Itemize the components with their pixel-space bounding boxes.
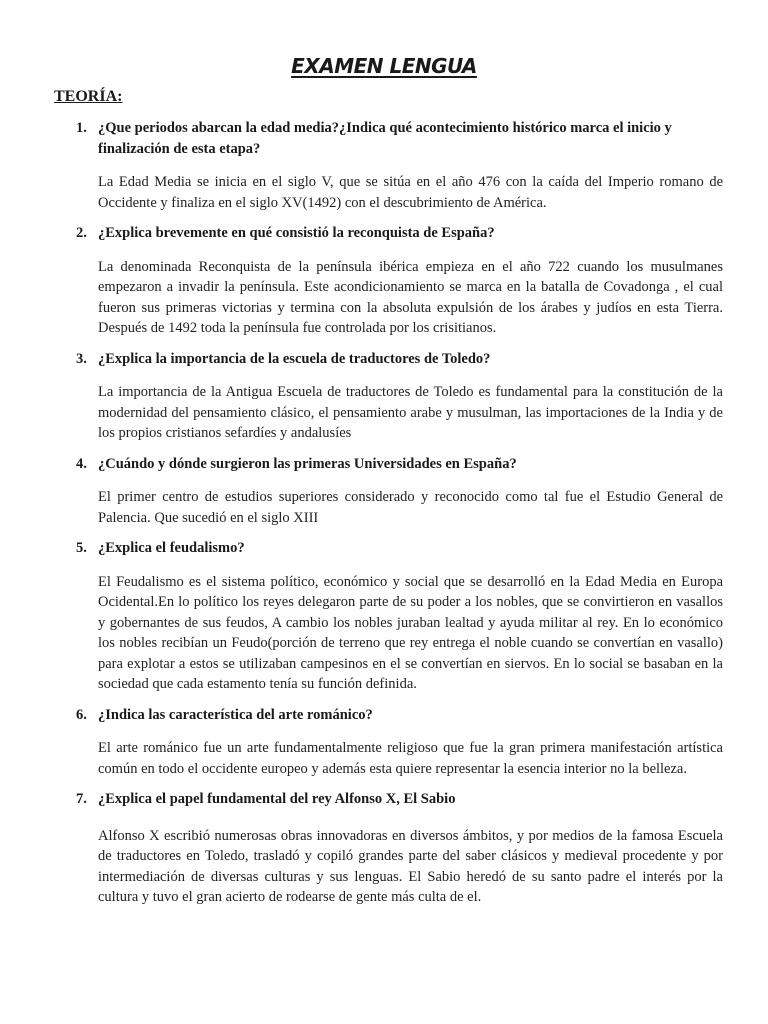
answer-text: Alfonso X escribió numerosas obras innovadoras en diversos ámbitos, y por medios de la famosa Escuela de traductores en Toledo, trasladó y copiló grandes parte del saber clásicos y medieval procedente y por intermediación de diversas culturas y sus lenguas. El Sabio heredó de su santo padre el interés por la cultura y tuvo el gran acierto de rodearse de gente más culta de el.: [98, 827, 723, 905]
answer-text: La Edad Media se inicia en el siglo V, que se sitúa en el año 476 con la caída del Imperio romano de Occidente y finaliza en el siglo XV(1492) con el descubrimiento de América.: [98, 174, 723, 211]
answer-text: El arte románico fue un arte fundamentalmente religioso que fue la gran primera manifestación artística común en todo el occidente europeo y además esta quiere representar la esencia interior no la belleza.: [98, 740, 723, 777]
question-text: ¿Explica la importancia de la escuela de traductores de Toledo?: [98, 350, 491, 367]
answer-text: La denominada Reconquista de la península ibérica empieza en el año 722 cuando los musulmanes empezaron a invadir la península. Este acondicionamiento se marca en la batalla de Covadonga , el cual fueron sus primeras victorias y termina con la absoluta expulsión de los árabes y judíos en esta Tierra. Después de 1492 toda la península fue controlada por los crisitianos.: [98, 258, 723, 336]
question-list: [0, 118, 768, 908]
question-number: 7.: [76, 791, 87, 807]
question-number: 6.: [76, 706, 87, 723]
question-number: 3.: [76, 350, 87, 367]
question-number: 1.: [76, 120, 87, 136]
answer-text: La importancia de la Antigua Escuela de traductores de Toledo es fundamental para la constitución de la modernidad del pensamiento clásico, el pensamiento arabe y musulman, las importaciones de la India y de los propios cristianos sefardíes y andalusíes: [98, 384, 723, 441]
question-text: ¿Explica el papel fundamental del rey Alfonso X, El Sabio: [98, 791, 456, 807]
question-item: [0, 349, 768, 444]
section-heading: TEORÍA:: [54, 88, 123, 105]
question-item: [0, 705, 768, 780]
question-item: [0, 454, 768, 529]
question-text: ¿Explica brevemente en qué consistió la reconquista de España?: [98, 225, 495, 241]
question-number: 4.: [76, 455, 87, 472]
question-item: [0, 538, 768, 695]
question-number: 5.: [76, 540, 87, 556]
page-title: EXAMEN LENGUA: [291, 54, 477, 78]
question-item: [0, 789, 768, 908]
question-text: ¿Explica el feudalismo?: [98, 540, 245, 556]
question-text: ¿Que periodos abarcan la edad media?¿Indica qué acontecimiento histórico marca el inicio y finalización de esta etapa?: [98, 120, 672, 157]
question-number: 2.: [76, 225, 87, 241]
answer-text: El Feudalismo es el sistema político, económico y social que se desarrolló en la Edad Media en Europa Ocidental.En lo político los reyes delegaron parte de su poder a los nobles, que se convirtieron en vasallos y gobernantes de sus feudos, A cambio los nobles juraban lealtad y ayuda militar al rey. En lo económico los nobles recibían un Feudo(porción de terreno que rey entrega el noble cuando se convertían en vasallo) para explotar a estos se utilizaban campesinos en el se convertían en siervos. En lo social se basaban en la sociedad que cada estamento tenía su función definida.: [98, 573, 723, 692]
question-item: [0, 223, 768, 339]
question-item: [0, 118, 768, 213]
question-text: ¿Cuándo y dónde surgieron las primeras Universidades en España?: [98, 455, 517, 472]
question-text: ¿Indica las característica del arte románico?: [98, 706, 373, 723]
answer-text: El primer centro de estudios superiores considerado y reconocido como tal fue el Estudio General de Palencia. Que sucedió en el siglo XIII: [98, 489, 723, 526]
